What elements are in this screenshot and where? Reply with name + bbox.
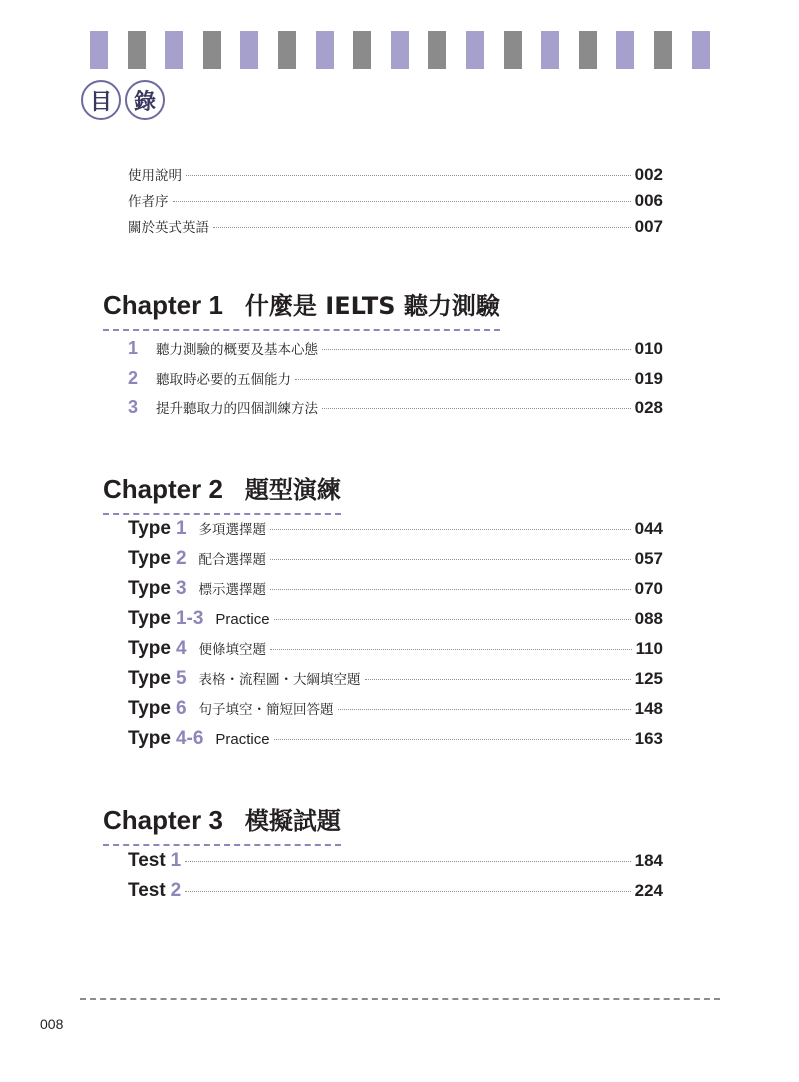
stripe <box>203 31 221 69</box>
chapter-underline <box>103 329 500 331</box>
stripe <box>654 31 672 69</box>
stripe <box>466 31 484 69</box>
stripe <box>316 31 334 69</box>
leader-dots <box>270 529 631 530</box>
chapter-underline <box>103 513 341 515</box>
test-number: 2 <box>170 880 182 901</box>
type-number: 2 <box>175 548 187 569</box>
stripe <box>90 31 108 69</box>
type-number: 3 <box>175 578 187 599</box>
leader-dots <box>173 201 631 202</box>
toc-entry-label: 配合選擇題 <box>198 552 267 568</box>
leader-dots <box>274 739 631 740</box>
toc-page-number: 028 <box>634 398 663 417</box>
toc-page-number: 070 <box>634 579 663 598</box>
stripe <box>353 31 371 69</box>
leader-dots <box>274 619 631 620</box>
test-word: Test <box>128 850 166 871</box>
toc-page-number: 006 <box>634 191 663 210</box>
toc-entry[interactable] <box>128 338 663 359</box>
toc-entry-label: Practice <box>215 611 270 628</box>
title-char: 錄 <box>125 80 165 120</box>
toc-entry[interactable] <box>128 638 663 660</box>
leader-dots <box>338 709 631 710</box>
type-number: 4 <box>175 638 187 659</box>
toc-entry[interactable] <box>128 728 663 750</box>
type-number: 6 <box>175 698 187 719</box>
toc-entry-label: 使用說明 <box>128 168 182 184</box>
leader-dots <box>322 408 631 409</box>
toc-entry-label: 聽取時必要的五個能力 <box>156 372 291 388</box>
toc-entry[interactable] <box>128 216 663 237</box>
chapter-heading <box>103 470 341 511</box>
toc-page-number: 148 <box>634 699 663 718</box>
toc-page-number: 007 <box>634 217 663 236</box>
chapter-title: 題型演練 <box>244 476 341 504</box>
toc-page-number: 019 <box>634 369 663 388</box>
leader-dots <box>185 891 630 892</box>
chapter-heading <box>103 286 500 327</box>
leader-dots <box>270 589 631 590</box>
toc-entry-label: Practice <box>215 731 270 748</box>
toc-entry[interactable] <box>128 548 663 570</box>
test-number: 1 <box>170 850 182 871</box>
toc-page-number: 057 <box>634 549 663 568</box>
stripe <box>240 31 258 69</box>
toc-entry-label: 表格・流程圖・大綱填空題 <box>198 672 361 688</box>
leader-dots <box>185 861 630 862</box>
chapter-underline <box>103 844 341 846</box>
stripe <box>391 31 409 69</box>
test-word: Test <box>128 880 166 901</box>
type-number: 4-6 <box>175 728 204 749</box>
toc-entry-label: 多項選擇題 <box>198 522 267 538</box>
page-number: 008 <box>40 1016 64 1032</box>
stripe <box>579 31 597 69</box>
type-word: Type <box>128 578 171 599</box>
toc-entry[interactable] <box>128 578 663 600</box>
type-word: Type <box>128 668 171 689</box>
stripe <box>278 31 296 69</box>
type-number: 1 <box>175 518 187 539</box>
type-number: 1-3 <box>175 608 204 629</box>
chapter-label: Chapter 3 <box>103 805 223 835</box>
section-number: 3 <box>128 397 139 417</box>
toc-entry-label: 提升聽取力的四個訓練方法 <box>156 401 318 417</box>
section-number: 2 <box>128 368 139 388</box>
toc-entry[interactable] <box>128 397 663 418</box>
type-word: Type <box>128 698 171 719</box>
toc-entry[interactable] <box>128 698 663 720</box>
stripe <box>616 31 634 69</box>
toc-page-number: 010 <box>634 339 663 358</box>
type-word: Type <box>128 518 171 539</box>
toc-entry-label: 作者序 <box>128 194 169 210</box>
section-number: 1 <box>128 338 139 358</box>
leader-dots <box>186 175 631 176</box>
chapter-label: Chapter 2 <box>103 474 223 504</box>
type-number: 5 <box>175 668 187 689</box>
toc-page-number: 044 <box>634 519 663 538</box>
toc-entry-label: 聽力測驗的概要及基本心態 <box>156 342 318 358</box>
toc-entry[interactable] <box>128 190 663 211</box>
stripe <box>428 31 446 69</box>
toc-entry[interactable] <box>128 518 663 540</box>
type-word: Type <box>128 548 171 569</box>
leader-dots <box>270 649 632 650</box>
leader-dots <box>322 349 631 350</box>
chapter-heading <box>103 801 341 842</box>
toc-entry[interactable] <box>128 880 663 902</box>
toc-entry[interactable] <box>128 164 663 185</box>
leader-dots <box>270 559 631 560</box>
toc-entry[interactable] <box>128 608 663 630</box>
footer-divider <box>80 998 720 1000</box>
toc-page-number: 163 <box>634 729 663 748</box>
chapter-label: Chapter 1 <box>103 290 223 320</box>
toc-entry-label: 標示選擇題 <box>198 582 267 598</box>
page-title <box>81 80 169 120</box>
toc-page-number: 002 <box>634 165 663 184</box>
leader-dots <box>295 379 631 380</box>
toc-page-number: 184 <box>634 851 663 870</box>
leader-dots <box>365 679 631 680</box>
toc-entry[interactable] <box>128 668 663 690</box>
stripe <box>541 31 559 69</box>
toc-page-number: 224 <box>634 881 663 900</box>
stripe <box>165 31 183 69</box>
toc-entry-label: 句子填空・簡短回答題 <box>198 702 334 718</box>
stripe <box>692 31 710 69</box>
toc-entry[interactable] <box>128 368 663 389</box>
type-word: Type <box>128 728 171 749</box>
type-word: Type <box>128 638 171 659</box>
toc-entry-label: 便條填空題 <box>198 642 267 658</box>
chapter-title: 模擬試題 <box>244 807 341 835</box>
type-word: Type <box>128 608 171 629</box>
toc-page-number: 125 <box>634 669 663 688</box>
toc-page-number: 088 <box>634 609 663 628</box>
header-stripes <box>90 31 729 69</box>
chapter-title: 什麼是 IELTS 聽力測驗 <box>244 292 500 320</box>
toc-entry-label: 關於英式英語 <box>128 220 209 236</box>
stripe <box>504 31 522 69</box>
toc-page-number: 110 <box>635 639 663 658</box>
toc-entry[interactable] <box>128 850 663 872</box>
title-char: 目 <box>81 80 121 120</box>
leader-dots <box>213 227 631 228</box>
stripe <box>128 31 146 69</box>
